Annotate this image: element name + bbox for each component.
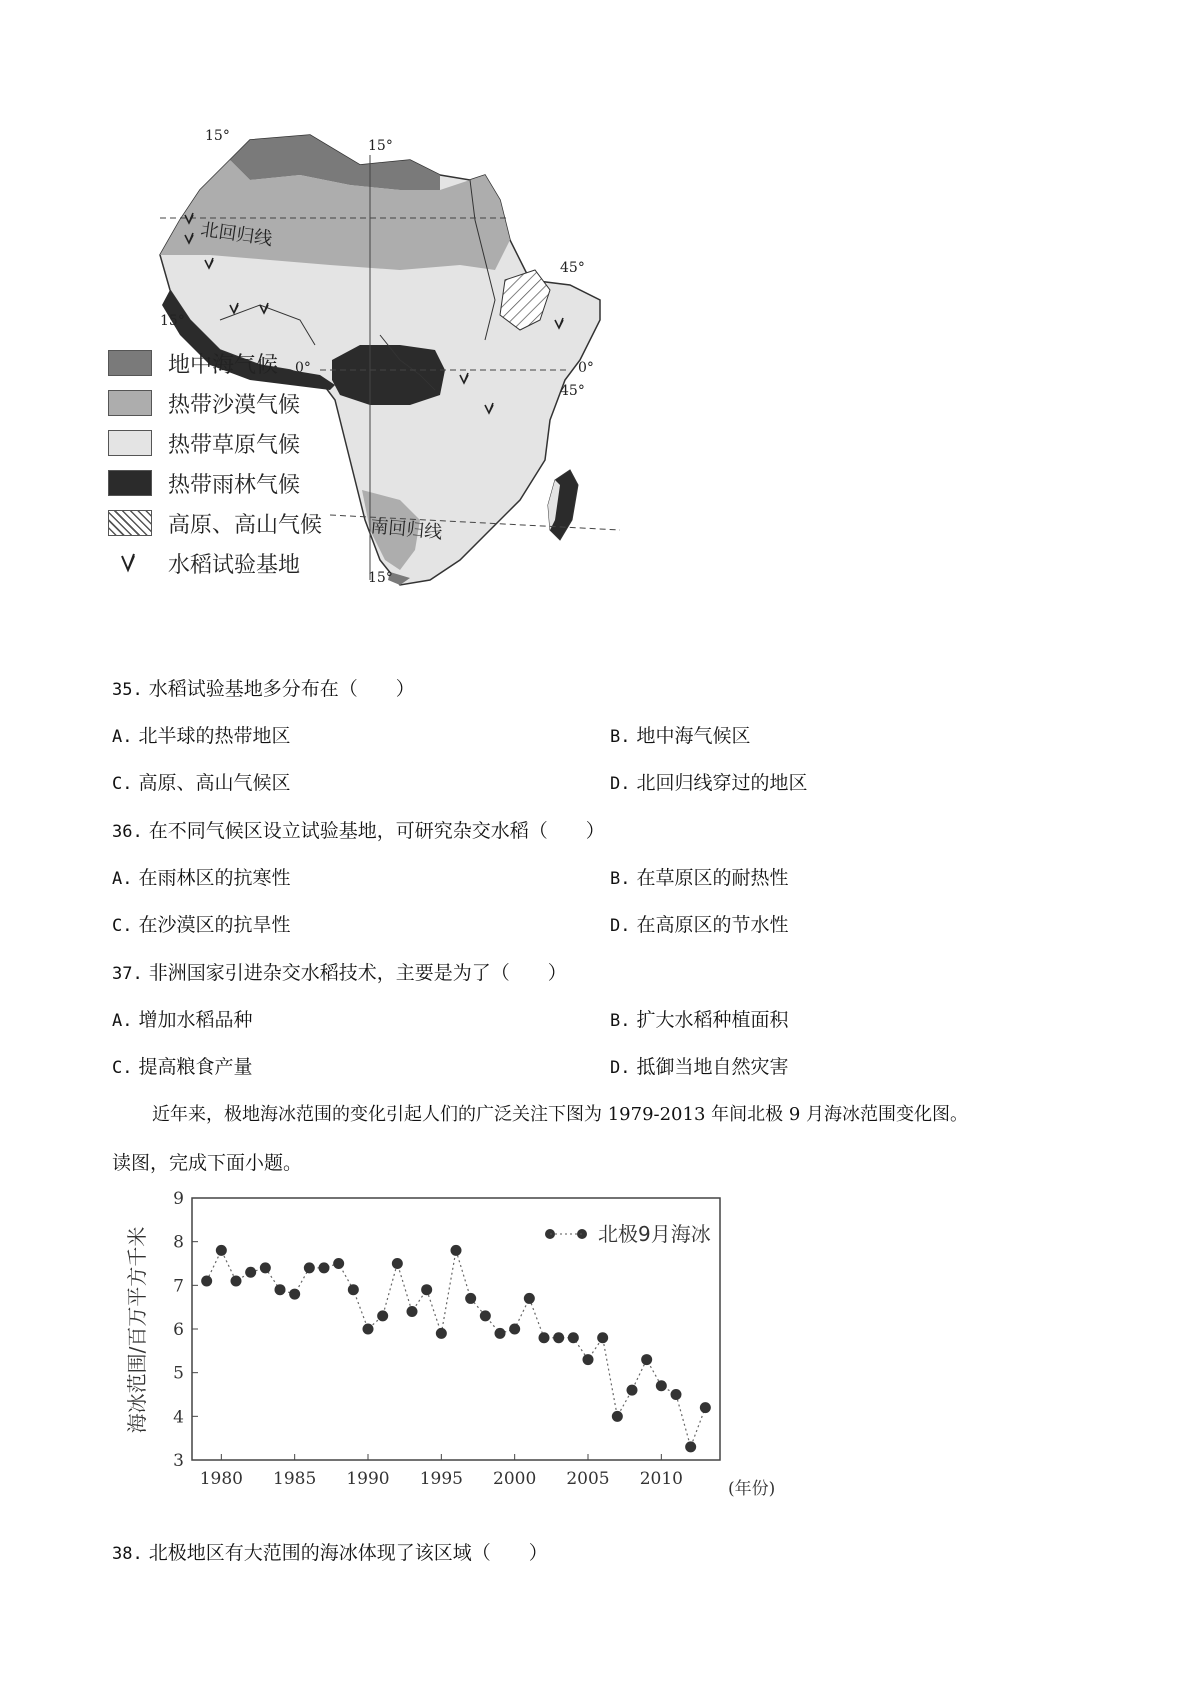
legend-desert xyxy=(108,386,300,420)
option-text: 提高粮食产量 xyxy=(138,1056,253,1078)
option-35-d[interactable] xyxy=(610,770,808,797)
y-tick-label: 7 xyxy=(173,1276,184,1297)
data-point xyxy=(333,1258,344,1269)
option-text: 北回归线穿过的地区 xyxy=(636,772,808,794)
option-35-c[interactable] xyxy=(112,770,291,797)
legend-savanna xyxy=(108,426,300,460)
legend-swatch xyxy=(108,350,152,376)
legend-label: 高原、高山气候 xyxy=(168,512,323,538)
data-point xyxy=(289,1289,300,1300)
label-tropic-cancer: 北回归线 xyxy=(199,219,274,250)
legend-swatch xyxy=(108,390,152,416)
x-tick-label: 1980 xyxy=(199,1469,243,1489)
option-36-b[interactable] xyxy=(610,865,789,892)
option-letter: D. xyxy=(610,916,631,936)
option-35-b[interactable] xyxy=(610,723,751,750)
option-letter: C. xyxy=(112,774,133,794)
x-tick-label: 2000 xyxy=(493,1469,537,1489)
option-letter: C. xyxy=(112,1058,133,1078)
option-letter: C. xyxy=(112,916,133,936)
option-letter: B. xyxy=(610,869,631,889)
legend-swatch xyxy=(108,430,152,456)
option-text: 高原、高山气候区 xyxy=(138,772,291,794)
data-point xyxy=(524,1293,535,1304)
option-36-a[interactable] xyxy=(112,865,291,892)
option-36-c[interactable] xyxy=(112,912,291,939)
series-line xyxy=(207,1250,706,1447)
option-37-d[interactable] xyxy=(610,1054,789,1081)
legend-label: 水稻试验基地 xyxy=(168,552,301,578)
option-letter: D. xyxy=(610,774,631,794)
y-tick-label: 4 xyxy=(173,1407,184,1428)
option-text: 地中海气候区 xyxy=(636,725,751,747)
data-point xyxy=(553,1332,564,1343)
data-point xyxy=(656,1380,667,1391)
x-tick-label: 2010 xyxy=(639,1469,683,1489)
rainforest-congo xyxy=(332,345,445,405)
option-letter: A. xyxy=(112,1011,133,1031)
label-lat-15-left: 15° xyxy=(160,313,185,329)
legend-swatch xyxy=(108,470,152,496)
data-point xyxy=(509,1324,520,1335)
data-point xyxy=(480,1310,491,1321)
legend-label: 热带雨林气候 xyxy=(168,472,301,498)
legend-label: 北极9月海冰 xyxy=(598,1222,711,1246)
africa-climate-map xyxy=(100,120,700,640)
label-zero-right: 0° xyxy=(578,360,594,376)
data-point xyxy=(700,1402,711,1413)
option-36-d[interactable] xyxy=(610,912,789,939)
question-number: 37. xyxy=(112,964,143,984)
data-point xyxy=(377,1310,388,1321)
chart-series xyxy=(201,1245,711,1453)
x-tick-label: 2005 xyxy=(566,1469,610,1489)
data-point xyxy=(641,1354,652,1365)
option-letter: A. xyxy=(112,869,133,889)
data-point xyxy=(568,1332,579,1343)
legend-label: 地中海气候 xyxy=(168,352,279,378)
data-point xyxy=(612,1411,623,1422)
data-point xyxy=(436,1328,447,1339)
sea-ice-chart-svg xyxy=(120,1180,800,1500)
y-tick-label: 5 xyxy=(173,1363,184,1384)
option-text: 在沙漠区的抗旱性 xyxy=(138,914,291,936)
data-point xyxy=(319,1262,330,1273)
data-point xyxy=(597,1332,608,1343)
data-point xyxy=(304,1262,315,1273)
data-point xyxy=(201,1275,212,1286)
question-number: 35. xyxy=(112,680,143,700)
label-lon-15-bottom: 15° xyxy=(368,570,393,586)
legend-mediterranean xyxy=(108,346,278,380)
option-35-a[interactable] xyxy=(112,723,291,750)
data-point xyxy=(275,1284,286,1295)
question-36 xyxy=(112,818,605,845)
intro-line-1: 近年来，极地海冰范围的变化引起人们的广泛关注下图为 1979-2013 年间北极 9 月海冰范围变化图。 xyxy=(152,1104,969,1125)
data-point xyxy=(260,1262,271,1273)
x-axis-label: (年份) xyxy=(728,1479,776,1499)
legend-label: 热带沙漠气候 xyxy=(168,392,301,418)
data-point xyxy=(539,1332,550,1343)
option-text: 北半球的热带地区 xyxy=(138,725,291,747)
y-tick-label: 8 xyxy=(173,1232,184,1253)
data-point xyxy=(583,1354,594,1365)
legend-swatch xyxy=(108,510,152,536)
question-text: 非洲国家引进杂交水稻技术，主要是为了（ ） xyxy=(148,962,567,984)
rice-base-icon xyxy=(108,550,152,576)
label-lon-45-top: 45° xyxy=(560,260,585,276)
data-point xyxy=(421,1284,432,1295)
option-37-c[interactable] xyxy=(112,1054,253,1081)
question-text: 在不同气候区设立试验基地，可研究杂交水稻（ ） xyxy=(148,820,605,842)
data-point xyxy=(245,1267,256,1278)
data-point xyxy=(465,1293,476,1304)
label-lon-15-top: 15° xyxy=(368,138,393,154)
data-point xyxy=(685,1441,696,1452)
legend-rice-base xyxy=(108,546,300,580)
label-zero-left: 0° xyxy=(295,360,311,376)
x-tick-label: 1985 xyxy=(273,1469,317,1489)
option-letter: B. xyxy=(610,1011,631,1031)
data-point xyxy=(231,1275,242,1286)
option-letter: A. xyxy=(112,727,133,747)
option-37-a[interactable] xyxy=(112,1007,253,1034)
y-tick-label: 9 xyxy=(173,1189,184,1209)
legend-label: 热带草原气候 xyxy=(168,432,301,458)
chart-legend xyxy=(545,1222,711,1246)
x-tick-label: 1990 xyxy=(346,1469,390,1489)
data-point xyxy=(451,1245,462,1256)
legend-rainforest xyxy=(108,466,300,500)
option-letter: D. xyxy=(610,1058,631,1078)
option-letter: B. xyxy=(610,727,631,747)
x-tick-label: 1995 xyxy=(419,1469,463,1489)
question-37 xyxy=(112,960,567,987)
data-point xyxy=(627,1385,638,1396)
option-text: 增加水稻品种 xyxy=(138,1009,253,1031)
option-37-b[interactable] xyxy=(610,1007,789,1034)
label-lon-15-top-left: 15° xyxy=(205,128,230,144)
intro-line-2: 读图，完成下面小题。 xyxy=(112,1152,303,1174)
sea-ice-chart xyxy=(120,1180,800,1500)
y-axis-label: 海冰范围/百万平方千米 xyxy=(125,1226,149,1434)
question-number: 38. xyxy=(112,1544,143,1564)
label-lon-45-bottom: 45° xyxy=(560,383,585,399)
option-text: 在雨林区的抗寒性 xyxy=(138,867,291,889)
data-point xyxy=(348,1284,359,1295)
option-text: 扩大水稻种植面积 xyxy=(636,1009,789,1031)
option-text: 在草原区的耐热性 xyxy=(636,867,789,889)
option-text: 在高原区的节水性 xyxy=(636,914,789,936)
data-point xyxy=(363,1324,374,1335)
legend-highland xyxy=(108,506,322,540)
question-38 xyxy=(112,1540,548,1567)
option-text: 抵御当地自然灾害 xyxy=(636,1056,789,1078)
y-tick-label: 3 xyxy=(173,1451,184,1471)
data-point xyxy=(216,1245,227,1256)
question-35 xyxy=(112,676,415,703)
question-text: 北极地区有大范围的海冰体现了该区域（ ） xyxy=(148,1542,548,1564)
data-point xyxy=(495,1328,506,1339)
data-point xyxy=(407,1306,418,1317)
data-point xyxy=(671,1389,682,1400)
data-point xyxy=(392,1258,403,1269)
y-tick-label: 6 xyxy=(173,1320,184,1340)
question-number: 36. xyxy=(112,822,143,842)
question-text: 水稻试验基地多分布在（ ） xyxy=(148,678,415,700)
label-tropic-capricorn: 南回归线 xyxy=(369,516,444,544)
